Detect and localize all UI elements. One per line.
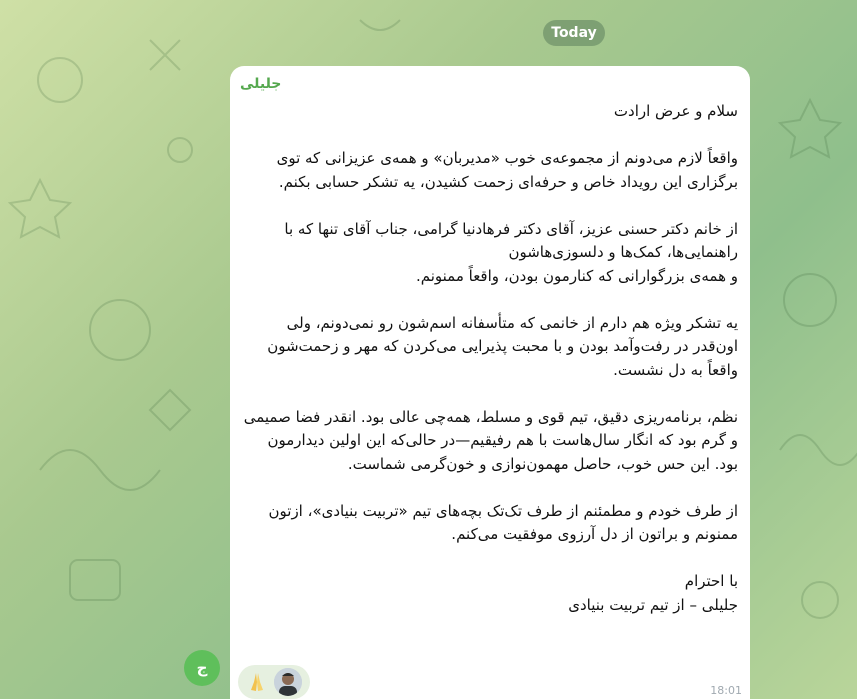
message-line: یه تشکر ویژه هم دارم از خانمی که متأسفانه اسم‌شون رو نمی‌دونم، ولی اون‌قدر در رفت‌وآمد بودن و با محبت پذیرایی می‌کردن که مهر و زحمت‌شون واقعاً به دل نشست. — [267, 313, 738, 379]
message-line: جلیلی – از تیم تربیت بنیادی — [568, 595, 738, 614]
message-line-spacer — [240, 382, 738, 406]
message-line-spacer — [240, 124, 738, 148]
date-label: Today — [551, 25, 597, 41]
message-line: نظم، برنامه‌ریزی دقیق، تیم قوی و مسلط، همه‌چی عالی بود. انقدر فضا صمیمی و گرم بود که انگار سال‌هاست با هم رفیقیم—در حالی‌که این اولین دیدارمون بود. این حس خوب، حاصل مهمون‌نوازی و خون‌گرمی شماست. — [243, 407, 738, 473]
message-line-spacer — [240, 476, 738, 500]
reactions-bar[interactable] — [238, 665, 310, 699]
sender-avatar[interactable] — [184, 650, 220, 686]
message-line: با احترام — [684, 572, 738, 590]
reactor-avatar[interactable] — [274, 668, 302, 696]
message-line-spacer — [240, 288, 738, 312]
message-line: از خانم دکتر حسنی عزیز، آقای دکتر فرهادنیا گرامی، جناب آقای تنها که با راهنمایی‌ها، کمک‌ها و دلسوزی‌هاشون — [284, 219, 738, 261]
message-line: و همه‌ی بزرگوارانی که کنارمون بودن، واقعاً ممنونم. — [415, 266, 738, 285]
message-line-spacer — [240, 547, 738, 571]
message-line: از طرف خودم و مطمئنم از طرف تک‌تک بچه‌های تیم «تربیت بنیادی»، ازتون ممنونم و براتون از دل آرزوی موفقیت می‌کنم. — [268, 501, 738, 543]
message-bubble[interactable] — [230, 66, 750, 699]
message-line-spacer — [240, 194, 738, 218]
sender-name[interactable]: جلیلی — [240, 76, 282, 92]
avatar-initial: ج — [196, 659, 208, 677]
praying-hands-icon[interactable] — [244, 669, 270, 695]
message-text — [240, 100, 738, 617]
message-line: سلام و عرض ارادت — [613, 102, 738, 120]
message-line: واقعاً لازم می‌دونم از مجموعه‌ی خوب «مدیربان» و همه‌ی عزیزانی که توی برگزاری این رویداد خاص و حرفه‌ای زحمت کشیدن، یه تشکر حسابی بکنم. — [276, 149, 738, 191]
date-separator — [543, 20, 605, 46]
message-time: 18:01 — [710, 684, 742, 697]
